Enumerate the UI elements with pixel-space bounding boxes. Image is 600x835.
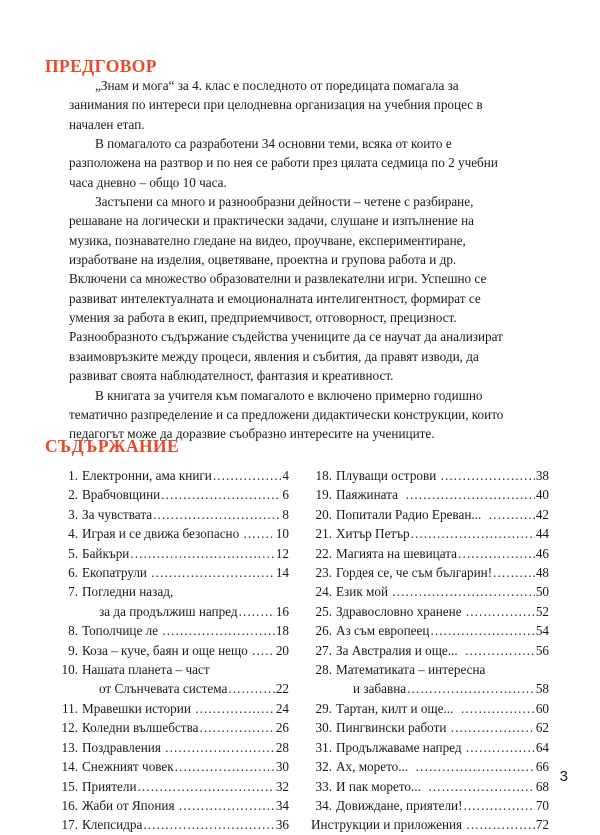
toc-entry-title: Погледни назад, [82, 584, 174, 600]
toc-dot-leader [463, 796, 534, 815]
toc-entry-number: 13. [61, 739, 78, 755]
toc-entry[interactable] [57, 796, 289, 815]
toc-entry-title: Хитър Петър [336, 526, 410, 542]
toc-entry-page: 24 [275, 700, 289, 716]
toc-dot-leader [429, 777, 535, 796]
toc-entry[interactable] [57, 621, 289, 640]
toc-entry-page: 8 [282, 506, 289, 522]
toc-entry-title: Коледни вълшебства [82, 720, 199, 736]
toc-entry[interactable] [57, 641, 289, 660]
toc-entry[interactable] [311, 466, 549, 485]
toc-entry-page: 18 [275, 623, 289, 639]
toc-dot-leader [461, 699, 535, 718]
toc-entry-title-continued: и забавна [353, 681, 407, 697]
toc-entry[interactable] [311, 777, 549, 796]
toc-entry[interactable] [57, 466, 289, 485]
toc-dot-leader [406, 485, 535, 504]
toc-entry-title: Паяжината [336, 487, 405, 503]
toc-entry-page: 60 [535, 700, 549, 716]
toc-entry-number: 28. [315, 662, 332, 678]
toc-dot-leader [392, 582, 534, 601]
toc-entry-title: За чувствата [82, 506, 153, 522]
toc-entry-title: Попитали Радио Ереван... [336, 506, 488, 522]
toc-entry-page: 64 [535, 739, 549, 755]
toc-dot-leader [138, 777, 275, 796]
toc-dot-leader [151, 563, 275, 582]
toc-dot-leader [161, 485, 281, 504]
toc-entry-number: 30. [315, 720, 332, 736]
toc-entry[interactable] [57, 505, 289, 524]
toc-entry-title: Поздравления [82, 739, 165, 755]
toc-entry-page: 44 [535, 526, 549, 542]
toc-entry-title-continued: от Слънчевата система [99, 681, 228, 697]
toc-entry-number: 29. [315, 700, 332, 716]
toc-dot-leader [179, 796, 275, 815]
toc-entry-number: 11. [62, 700, 78, 716]
table-of-contents [0, 466, 600, 833]
toc-entry-page: 12 [275, 545, 289, 561]
toc-entry[interactable] [311, 660, 549, 699]
toc-dot-leader [416, 757, 535, 776]
toc-entry-number: 31. [315, 739, 332, 755]
toc-entry[interactable] [57, 563, 289, 582]
toc-entry[interactable] [57, 544, 289, 563]
toc-dot-leader [466, 602, 535, 621]
toc-column-right [311, 466, 549, 835]
toc-dot-leader [466, 815, 534, 834]
toc-dot-leader [493, 563, 535, 582]
toc-dot-leader [175, 757, 275, 776]
toc-entry-number: 15. [61, 778, 78, 794]
toc-entry-title: И пак морето... [336, 778, 428, 794]
toc-column-left [57, 466, 289, 835]
toc-entry-title: Пингвински работи [336, 720, 450, 736]
toc-entry[interactable] [311, 524, 549, 543]
preface-paragraph: „Знам и мога“ за 4. клас е последното от поредицата помагала за занимания по интереси при целодневна организация на учебния процес в начален етап. [69, 78, 483, 132]
toc-entry-page: 58 [535, 681, 549, 697]
toc-entry[interactable] [57, 757, 289, 776]
toc-entry-page: 4 [282, 468, 289, 483]
toc-entry-title: За Австралия и още... [336, 642, 465, 658]
toc-entry[interactable] [57, 699, 289, 718]
toc-dot-leader [130, 544, 274, 563]
toc-entry[interactable] [311, 641, 549, 660]
toc-entry-page: 70 [535, 797, 549, 813]
toc-entry-number: 20. [315, 506, 332, 522]
toc-entry-title-continued: за да продължиш напред [99, 603, 238, 619]
toc-dot-leader [465, 641, 535, 660]
toc-entry-title: Играя и се движа безопасно [82, 526, 243, 542]
toc-entry-title: Довиждане, приятели! [336, 797, 463, 813]
toc-dot-leader [489, 505, 535, 524]
toc-entry-title: Клепсидра [82, 817, 143, 833]
toc-dot-leader [466, 738, 535, 757]
toc-entry-page: 48 [535, 565, 549, 581]
toc-entry-number: 23. [315, 565, 332, 581]
toc-entry-page: 22 [275, 681, 289, 697]
toc-entry-number: 25. [315, 603, 332, 619]
toc-entry[interactable] [57, 485, 289, 504]
toc-dot-leader [252, 641, 275, 660]
toc-entry-number: 27. [315, 642, 332, 658]
toc-dot-leader [199, 718, 274, 737]
toc-entry-title: Продължаваме напред [336, 739, 465, 755]
toc-entry[interactable] [311, 796, 549, 815]
toc-entry-title: Жаби от Япония [82, 797, 178, 813]
toc-entry-number: 8. [68, 623, 78, 639]
preface-paragraph: Застъпени са много и разнообразни дейности – четене с разбиране, решаване на логически и практически задачи, слушане и изпълнение на музика, познавателно гледане на видео, проучване, експериментиране, изработване на изделия, оцветяване, проектна и групова работа и др. Включени са множество образователни и развлекателни игри. Успешно се развиват интелектуалната и емоционалната интелигентност, формират се умения за работа в екип, предприемчивост, отговорност, прецизност. Разнообразното съдържание съдейства учениците да се научат да анализират взаимовръзките между процеси, явления и събития, да правят изводи, да развиват своята наблюдателност, фантазия и креативност. [69, 194, 503, 384]
toc-entry-title: Коза – куче, баян и още нещо [82, 642, 252, 658]
toc-entry-title: Приятели [82, 778, 137, 794]
toc-entry-title: Електронни, ама книги [82, 468, 212, 483]
toc-entry-page: 40 [535, 487, 549, 503]
toc-entry-number: 10. [61, 662, 78, 678]
toc-entry[interactable] [311, 602, 549, 621]
toc-entry-title: Нашата планета – част [82, 662, 210, 678]
toc-entry-number: 26. [315, 623, 332, 639]
toc-entry-title: Мравешки истории [82, 700, 195, 716]
toc-entry-number: 9. [68, 642, 78, 658]
toc-entry[interactable] [57, 524, 289, 543]
toc-entry-page: 46 [535, 545, 549, 561]
toc-dot-leader [165, 738, 275, 757]
toc-dot-leader [239, 602, 275, 621]
toc-entry-page: 72 [535, 817, 549, 833]
toc-entry-number: 17. [61, 817, 78, 833]
toc-entry[interactable] [311, 563, 549, 582]
toc-entry-page: 54 [535, 623, 549, 639]
toc-dot-leader [213, 466, 282, 485]
toc-dot-leader [407, 679, 535, 698]
toc-entry[interactable] [311, 738, 549, 757]
toc-entry[interactable] [311, 815, 549, 834]
toc-entry-title: Здравословно хранене [336, 603, 465, 619]
toc-entry[interactable] [57, 660, 289, 699]
toc-entry[interactable] [57, 718, 289, 737]
toc-entry-title: Екопатрули [82, 565, 151, 581]
preface-heading: ПРЕДГОВОР [45, 55, 157, 76]
toc-entry[interactable] [311, 718, 549, 737]
toc-entry-number: 22. [315, 545, 332, 561]
toc-entry[interactable] [311, 485, 549, 504]
toc-dot-leader [441, 466, 535, 485]
toc-entry-title: Магията на шевицата [336, 545, 458, 561]
toc-entry-title: Аз съм европеец [336, 623, 430, 639]
toc-entry-number: 34. [315, 797, 332, 813]
toc-dot-leader [430, 621, 534, 640]
toc-dot-leader [411, 524, 535, 543]
toc-entry-title: Плуващи острови [336, 468, 440, 483]
toc-entry-title: Гордея се, че съм българин! [336, 565, 493, 581]
toc-entry[interactable] [57, 582, 289, 621]
toc-entry-number: 33. [315, 778, 332, 794]
toc-entry-page: 38 [535, 468, 549, 483]
toc-entry-title: Байкъри [82, 545, 130, 561]
toc-entry-page: 56 [535, 642, 549, 658]
toc-entry-number: 3. [68, 506, 78, 522]
toc-entry-number: 18. [315, 468, 332, 483]
toc-dot-leader [195, 699, 275, 718]
toc-entry-number: 19. [315, 487, 332, 503]
toc-entry-number: 21. [315, 526, 332, 542]
toc-dot-leader [244, 524, 275, 543]
toc-dot-leader [162, 621, 274, 640]
toc-entry-number: 6. [68, 565, 78, 581]
toc-entry[interactable] [311, 544, 549, 563]
toc-entry[interactable] [311, 505, 549, 524]
toc-entry-number: 32. [315, 759, 332, 775]
toc-entry-page: 68 [535, 778, 549, 794]
toc-dot-leader [143, 815, 274, 834]
toc-entry-number: 7. [68, 584, 78, 600]
toc-entry-title: Математиката – интересна [336, 662, 486, 678]
preface-paragraph: В книгата за учителя към помагалото е включено примерно годишно тематично разпределение и са предложени дидактически конструкции, които педагогът може да доразвие съобразно интересите на учениците. [69, 387, 504, 442]
toc-entry-page: 16 [275, 603, 289, 619]
toc-dot-leader [153, 505, 281, 524]
toc-entry-title: Тартан, килт и още... [336, 700, 460, 716]
toc-entry-page: 6 [282, 487, 289, 503]
toc-entry-number: 4. [68, 526, 78, 542]
preface-paragraph: В помагалото са разработени 34 основни теми, всяка от които е разположена на разтвор и по нея се работи през цялата седмица по 2 учебни часа дневно – общо 10 часа. [69, 136, 498, 190]
toc-entry-page: 50 [535, 584, 549, 600]
toc-entry-number: 14. [61, 759, 78, 775]
toc-entry-page: 36 [275, 817, 289, 833]
toc-entry[interactable] [311, 699, 549, 718]
toc-entry-number: 24. [315, 584, 332, 600]
toc-entry[interactable] [57, 738, 289, 757]
toc-entry-page: 62 [535, 720, 549, 736]
toc-dot-leader [458, 544, 535, 563]
toc-entry-number: 1. [68, 468, 78, 483]
toc-entry-page: 52 [535, 603, 549, 619]
toc-entry-title: Език мой [336, 584, 392, 600]
toc-entry-title: Инструкции и приложения [311, 817, 466, 833]
page-number: 3 [559, 768, 568, 785]
toc-entry[interactable] [57, 777, 289, 796]
toc-entry-title: Тополчице ле [82, 623, 162, 639]
toc-entry-title: Ах, морето... [336, 759, 415, 775]
toc-entry-page: 34 [275, 797, 289, 813]
toc-entry-page: 14 [275, 565, 289, 581]
toc-entry[interactable] [57, 815, 289, 834]
toc-entry-number: 16. [61, 797, 78, 813]
toc-entry-page: 66 [535, 759, 549, 775]
toc-entry-page: 26 [275, 720, 289, 736]
preface-body [69, 76, 517, 444]
toc-dot-leader [451, 718, 535, 737]
contents-heading: СЪДЪРЖАНИЕ [45, 435, 180, 456]
toc-entry[interactable] [311, 621, 549, 640]
toc-entry-page: 28 [275, 739, 289, 755]
toc-entry-page: 30 [275, 759, 289, 775]
toc-entry[interactable] [311, 582, 549, 601]
toc-entry-title: Врабчовщини [82, 487, 161, 503]
toc-entry-number: 5. [68, 545, 78, 561]
toc-entry[interactable] [311, 757, 549, 776]
toc-entry-page: 10 [275, 526, 289, 542]
toc-entry-number: 2. [68, 487, 78, 503]
toc-entry-page: 42 [535, 506, 549, 522]
toc-entry-title: Снежният човек [82, 759, 174, 775]
toc-entry-number: 12. [61, 720, 78, 736]
toc-entry-page: 32 [275, 778, 289, 794]
toc-dot-leader [228, 679, 274, 698]
toc-entry-page: 20 [275, 642, 289, 658]
